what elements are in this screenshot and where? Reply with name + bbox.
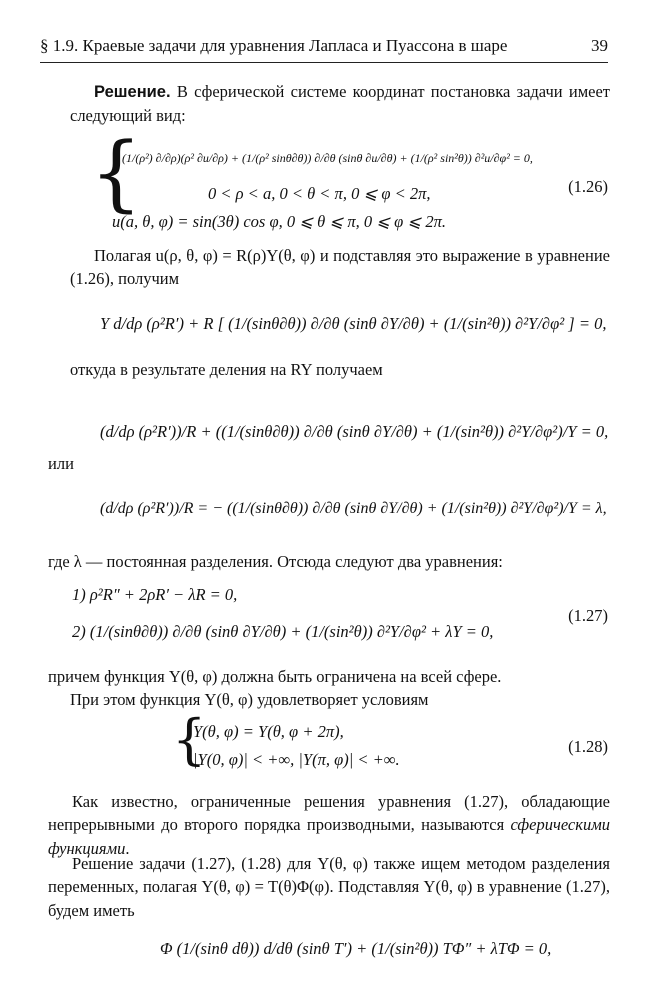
term-spherical-functions: сферическими функциями: [48, 815, 610, 858]
header-title: § 1.9. Краевые задачи для уравнения Лапласа и Пуассона в шаре: [40, 36, 508, 55]
paragraph-spherical-functions: [48, 790, 610, 860]
equation-1-27-line-1: 1) ρ²R″ + 2ρR′ − λR = 0,: [72, 585, 238, 604]
equation-lambda: (d/dρ (ρ²R′))/R = − ((1/(sinθ∂θ)) ∂/∂θ (sinθ ∂Y/∂θ) + (1/(sin²θ)) ∂²Y/∂φ²)/Y = λ,: [100, 500, 607, 517]
equation-1-26-line-3: u(a, θ, φ) = sin(3θ) cos φ, 0 ⩽ θ ⩽ π, 0 ⩽ φ ⩽ 2π.: [112, 212, 447, 231]
equation-1-27-line-2: 2) (1/(sinθ∂θ)) ∂/∂θ (sinθ ∂Y/∂θ) + (1/(sin²θ)) ∂²Y/∂φ² + λY = 0,: [72, 622, 494, 641]
equation-1-28-line-2: |Y(0, φ)| < +∞, |Y(π, φ)| < +∞.: [193, 750, 400, 769]
equation-divided: (d/dρ (ρ²R′))/R + ((1/(sinθ∂θ)) ∂/∂θ (sinθ ∂Y/∂θ) + (1/(sin²θ)) ∂²Y/∂φ²)/Y = 0,: [100, 422, 609, 441]
equation-theta-phi: Φ (1/(sinθ dθ)) d/dθ (sinθ T′) + (1/(sin²θ)) TΦ″ + λTΦ = 0,: [160, 939, 552, 958]
paragraph-method: Решение задачи (1.27), (1.28) для Y(θ, φ) также ищем методом разделения переменных, полагая Y(θ, φ) = T(θ)Φ(φ). Подставляя Y(θ, φ) в уравнение (1.27), будем иметь: [48, 854, 610, 920]
equation-separated: Y d/dρ (ρ²R′) + R [ (1/(sinθ∂θ)) ∂/∂θ (sinθ ∂Y/∂θ) + (1/(sin²θ)) ∂²Y/∂φ² ] = 0,: [100, 314, 607, 333]
paragraph-bounded: причем функция Y(θ, φ) должна быть ограничена на всей сфере.: [48, 667, 502, 686]
left-brace: {: [172, 708, 207, 771]
equation-number-1-26: (1.26): [568, 177, 608, 196]
paragraph-substitution: Полагая u(ρ, θ, φ) = R(ρ)Y(θ, φ) и подставляя это выражение в уравнение (1.26), получим: [70, 246, 610, 289]
equation-number-1-28: (1.28): [568, 737, 608, 756]
equation-1-28-line-1: Y(θ, φ) = Y(θ, φ + 2π),: [193, 722, 344, 741]
paragraph-text: В сферической системе координат постановка задачи имеет следующий вид:: [70, 82, 610, 126]
header-rule: [40, 62, 608, 63]
paragraph-solution: [70, 80, 610, 128]
equation-1-26-line-2: 0 < ρ < a, 0 < θ < π, 0 ⩽ φ < 2π,: [208, 184, 431, 203]
paragraph-conditions: При этом функция Y(θ, φ) удовлетворяет условиям: [70, 690, 429, 709]
word-or: или: [48, 454, 74, 473]
equation-1-26-line-1: (1/(ρ²) ∂/∂ρ)(ρ² ∂u/∂ρ) + (1/(ρ² sinθ∂θ)) ∂/∂θ (sinθ ∂u/∂θ) + (1/(ρ² sin²θ)) ∂²u/∂φ² = 0,: [122, 151, 533, 165]
equation-number-1-27: (1.27): [568, 606, 608, 625]
left-brace: {: [90, 126, 143, 221]
paragraph-text: Как известно, ограниченные решения уравнения (1.27), обладающие непрерывными до второго порядка производными, называются: [48, 792, 610, 835]
paragraph-separation-constant: где λ — постоянная разделения. Отсюда следуют два уравнения:: [48, 552, 503, 571]
paragraph-end: .: [125, 838, 130, 858]
page-number: 39: [591, 36, 608, 55]
paragraph-division: откуда в результате деления на RY получаем: [70, 360, 383, 379]
solution-label: Решение.: [94, 83, 171, 101]
